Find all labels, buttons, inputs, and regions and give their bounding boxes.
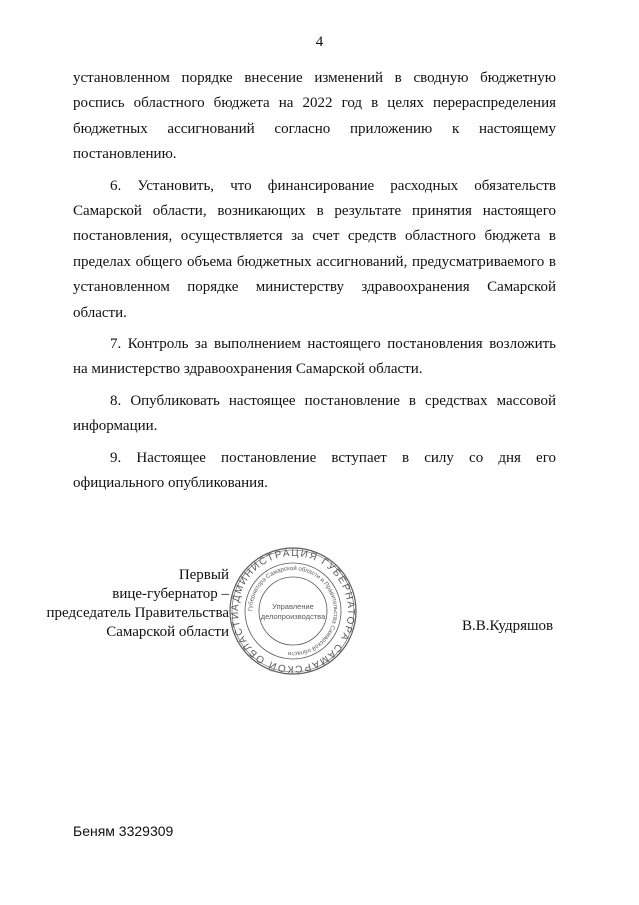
paragraph-7: 7. Контроль за выполнением настоящего постановления возложить на министерство здравоохранения Самарской области. [73,336,556,378]
official-seal [228,546,358,676]
signer-name: В.В.Кудряшов [462,618,554,634]
position-line: председатель Правительства [46,605,229,621]
seal-inner-ring [259,577,327,645]
paragraph-continuation: установленном порядке внесение изменений в сводную бюджетную роспись областного бюджета на 2022 год в целях перераспределения бюджетных ассигнований согласно приложению к настоящему постановлению. [73,70,556,163]
position-line: вице-губернатор – [112,586,229,602]
seal-inner-text: Губернатора Самарской области и Правительства Самарской области [247,565,339,657]
paragraph-6: 6. Установить, что финансирование расходных обязательств Самарской области, возникающих в результате принятия настоящего постановления, осуществляется за счет средств областного бюджета в пределах общего объема бюджетных ассигнований, предусматриваемого в установленном порядке министерству здравоохранения Самарской области. [73,177,556,321]
seal-center-line-2: делопроизводства [260,612,326,621]
position-line: Самарской области [106,624,229,640]
position-line: Первый [178,567,229,583]
seal-outer-text: АДМИНИСТРАЦИЯ ГУБЕРНАТОРА САМАРСКОЙ ОБЛАСТИ [229,547,357,675]
paragraph-8: 8. Опубликовать настоящее постановление в средствах массовой информации. [73,392,556,435]
seal-center-line-1: Управление [272,602,314,611]
footer-code: Беням 3329309 [73,823,174,839]
page-number: 4 [315,34,324,50]
paragraph-9: 9. Настоящее постановление вступает в силу со дня его официального опубликования. [73,449,556,492]
signer-position [46,566,229,642]
